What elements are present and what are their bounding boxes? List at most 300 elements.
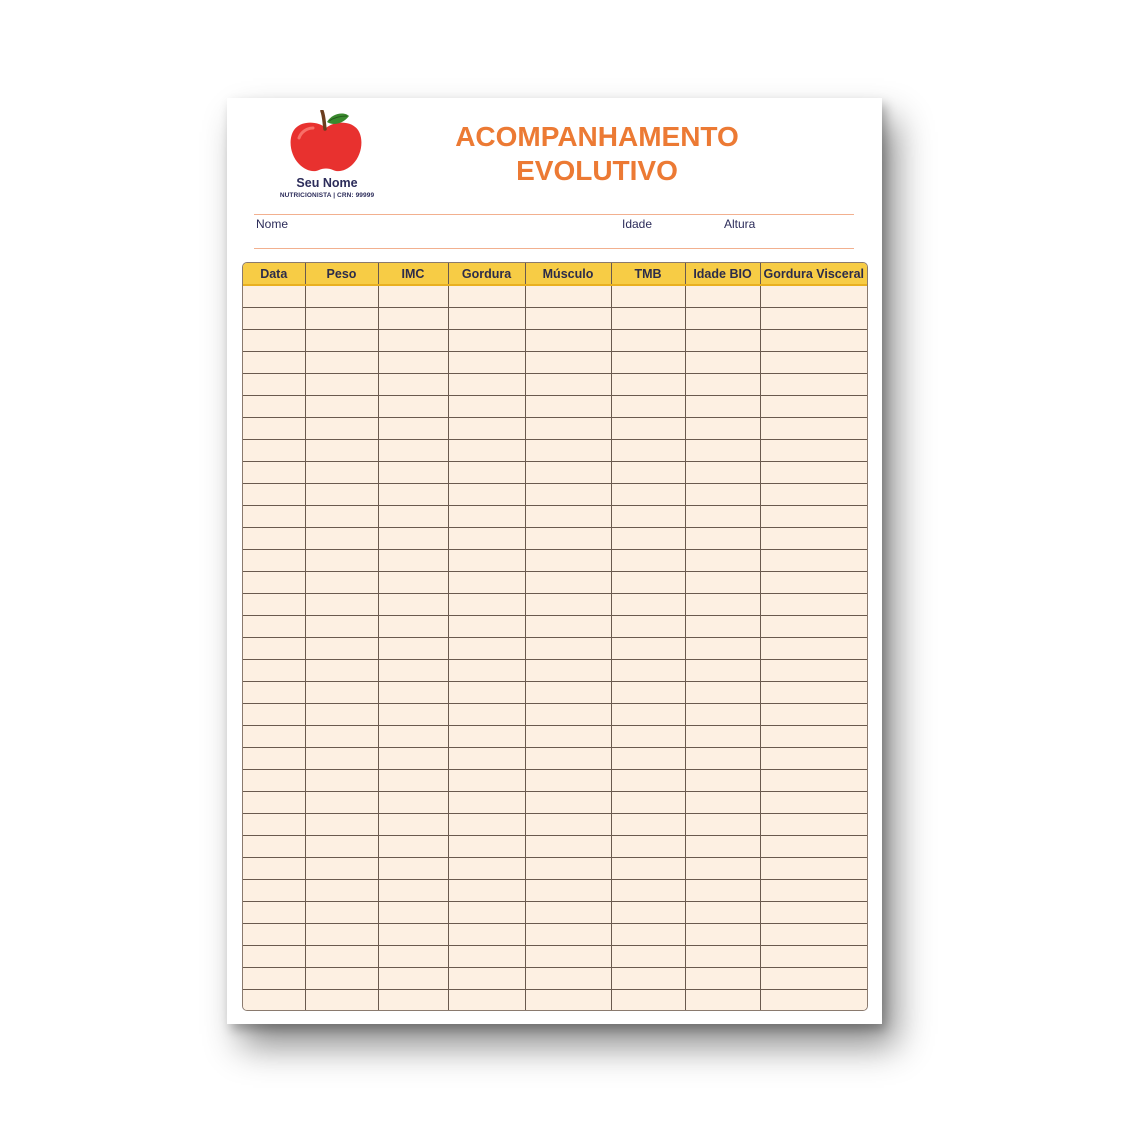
table-cell	[760, 352, 867, 374]
table-cell	[760, 704, 867, 726]
table-cell	[448, 352, 525, 374]
table-row	[243, 330, 867, 352]
table-cell	[525, 440, 611, 462]
table-cell	[448, 550, 525, 572]
table-cell	[243, 484, 305, 506]
table-cell	[243, 814, 305, 836]
table-cell	[525, 924, 611, 946]
field-label-nome: Nome	[256, 217, 289, 231]
col-header-musculo: Músculo	[525, 263, 611, 285]
table-cell	[685, 572, 760, 594]
table-cell	[305, 638, 378, 660]
table-cell	[760, 396, 867, 418]
table-cell	[448, 440, 525, 462]
table-cell	[448, 572, 525, 594]
table-cell	[305, 726, 378, 748]
table-cell	[378, 660, 448, 682]
table-row	[243, 968, 867, 990]
table-cell	[378, 836, 448, 858]
table-cell	[448, 792, 525, 814]
table-cell	[305, 528, 378, 550]
divider-top	[254, 214, 854, 215]
table-cell	[611, 572, 685, 594]
brand-name: Seu Nome	[296, 176, 358, 190]
table-cell	[448, 968, 525, 990]
table-row	[243, 814, 867, 836]
table-cell	[378, 440, 448, 462]
table-cell	[685, 946, 760, 968]
table-row	[243, 924, 867, 946]
table-cell	[760, 880, 867, 902]
table-cell	[448, 638, 525, 660]
table-row	[243, 418, 867, 440]
table-cell	[305, 506, 378, 528]
table-cell	[243, 638, 305, 660]
col-header-imc: IMC	[378, 263, 448, 285]
table-cell	[243, 792, 305, 814]
table-cell	[760, 638, 867, 660]
col-header-peso: Peso	[305, 263, 378, 285]
table-cell	[611, 880, 685, 902]
table-cell	[611, 594, 685, 616]
table-cell	[760, 726, 867, 748]
table-cell	[611, 396, 685, 418]
table-cell	[685, 704, 760, 726]
table-cell	[243, 968, 305, 990]
table-cell	[760, 792, 867, 814]
table-cell	[378, 594, 448, 616]
table-cell	[760, 990, 867, 1012]
table-cell	[760, 572, 867, 594]
table-cell	[611, 968, 685, 990]
table-cell	[525, 946, 611, 968]
table-cell	[525, 638, 611, 660]
table-row	[243, 836, 867, 858]
table-row	[243, 880, 867, 902]
table-cell	[611, 440, 685, 462]
table-cell	[760, 440, 867, 462]
table-cell	[378, 550, 448, 572]
table-row	[243, 550, 867, 572]
table-row	[243, 748, 867, 770]
table-cell	[760, 770, 867, 792]
table-cell	[243, 440, 305, 462]
table-cell	[378, 616, 448, 638]
table-cell	[378, 330, 448, 352]
table-cell	[685, 638, 760, 660]
table-cell	[611, 814, 685, 836]
table-cell	[378, 924, 448, 946]
table-cell	[685, 660, 760, 682]
table-row	[243, 902, 867, 924]
page-title	[435, 120, 759, 188]
table-row	[243, 462, 867, 484]
table-cell	[525, 484, 611, 506]
table-cell	[243, 660, 305, 682]
table-cell	[611, 462, 685, 484]
table-cell	[685, 440, 760, 462]
table-cell	[305, 660, 378, 682]
table-cell	[448, 528, 525, 550]
table-cell	[243, 946, 305, 968]
table-cell	[378, 374, 448, 396]
table-cell	[685, 792, 760, 814]
table-cell	[378, 858, 448, 880]
field-label-altura: Altura	[724, 217, 756, 231]
table-cell	[611, 550, 685, 572]
table-cell	[685, 308, 760, 330]
table-cell	[525, 418, 611, 440]
table-cell	[611, 616, 685, 638]
table-row	[243, 285, 867, 308]
table-cell	[760, 682, 867, 704]
table-cell	[611, 660, 685, 682]
table-row	[243, 440, 867, 462]
table-cell	[525, 858, 611, 880]
table-cell	[378, 726, 448, 748]
table-cell	[305, 308, 378, 330]
table-cell	[525, 396, 611, 418]
table-cell	[243, 285, 305, 308]
table-cell	[378, 770, 448, 792]
table-cell	[305, 418, 378, 440]
table-cell	[525, 594, 611, 616]
table-cell	[760, 814, 867, 836]
table-cell	[243, 616, 305, 638]
table-cell	[685, 506, 760, 528]
table-cell	[305, 946, 378, 968]
table-cell	[243, 418, 305, 440]
table-cell	[685, 462, 760, 484]
table-cell	[685, 902, 760, 924]
table-cell	[378, 748, 448, 770]
table-cell	[525, 770, 611, 792]
table-cell	[448, 836, 525, 858]
table-cell	[305, 924, 378, 946]
form-sheet	[227, 98, 882, 1024]
table-cell	[448, 946, 525, 968]
col-header-gordura-visceral: Gordura Visceral	[760, 263, 867, 285]
table-cell	[525, 726, 611, 748]
table-cell	[760, 836, 867, 858]
table-cell	[243, 924, 305, 946]
table-row	[243, 858, 867, 880]
table-body	[243, 285, 867, 1011]
table-cell	[305, 594, 378, 616]
table-cell	[448, 330, 525, 352]
table-cell	[378, 990, 448, 1012]
table-cell	[685, 418, 760, 440]
table-cell	[611, 704, 685, 726]
table-cell	[378, 704, 448, 726]
table-cell	[378, 352, 448, 374]
col-header-gordura: Gordura	[448, 263, 525, 285]
table-cell	[611, 374, 685, 396]
table-cell	[760, 285, 867, 308]
table-row	[243, 946, 867, 968]
table-cell	[378, 902, 448, 924]
table-cell	[525, 990, 611, 1012]
title-line-2: EVOLUTIVO	[516, 155, 678, 186]
table-cell	[685, 682, 760, 704]
table-row	[243, 660, 867, 682]
table-cell	[448, 814, 525, 836]
table-cell	[448, 682, 525, 704]
table-cell	[611, 528, 685, 550]
table-cell	[243, 330, 305, 352]
table-row	[243, 506, 867, 528]
table-row	[243, 990, 867, 1012]
table-cell	[611, 902, 685, 924]
table-cell	[243, 858, 305, 880]
table-cell	[760, 660, 867, 682]
table-cell	[378, 572, 448, 594]
brand-logo	[267, 108, 387, 204]
table-cell	[378, 484, 448, 506]
table-row	[243, 682, 867, 704]
table-cell	[243, 506, 305, 528]
table-cell	[378, 638, 448, 660]
table-cell	[760, 550, 867, 572]
table-row	[243, 572, 867, 594]
table-cell	[243, 990, 305, 1012]
table-cell	[305, 792, 378, 814]
table-cell	[525, 285, 611, 308]
table-cell	[525, 682, 611, 704]
table-row	[243, 594, 867, 616]
table-cell	[378, 880, 448, 902]
table-cell	[525, 572, 611, 594]
table-cell	[448, 484, 525, 506]
table-row	[243, 396, 867, 418]
table-row	[243, 528, 867, 550]
table-cell	[611, 990, 685, 1012]
table-cell	[448, 418, 525, 440]
table-cell	[448, 374, 525, 396]
table-cell	[525, 968, 611, 990]
table-cell	[378, 506, 448, 528]
table-cell	[525, 550, 611, 572]
table-cell	[448, 506, 525, 528]
table-cell	[378, 814, 448, 836]
table-cell	[378, 682, 448, 704]
table-row	[243, 374, 867, 396]
table-cell	[305, 968, 378, 990]
table-cell	[305, 902, 378, 924]
table-cell	[243, 396, 305, 418]
table-cell	[243, 528, 305, 550]
table-cell	[611, 352, 685, 374]
table-cell	[448, 924, 525, 946]
divider-fields	[254, 248, 854, 249]
table-cell	[243, 374, 305, 396]
brand-subtitle: NUTRICIONISTA | CRN: 99999	[279, 192, 375, 199]
table-cell	[448, 285, 525, 308]
table-cell	[378, 968, 448, 990]
table-cell	[760, 616, 867, 638]
table-cell	[305, 880, 378, 902]
table-cell	[611, 682, 685, 704]
table-cell	[685, 968, 760, 990]
table-cell	[305, 396, 378, 418]
table-cell	[305, 374, 378, 396]
table-cell	[525, 616, 611, 638]
col-header-data: Data	[243, 263, 305, 285]
table-cell	[611, 726, 685, 748]
evolution-table	[242, 262, 868, 1011]
table-cell	[611, 792, 685, 814]
table-cell	[305, 748, 378, 770]
table-cell	[685, 990, 760, 1012]
table-cell	[611, 638, 685, 660]
table-cell	[525, 352, 611, 374]
table-cell	[760, 484, 867, 506]
table-cell	[305, 484, 378, 506]
table-cell	[760, 506, 867, 528]
table-row	[243, 308, 867, 330]
col-header-idade-bio: Idade BIO	[685, 263, 760, 285]
table-cell	[243, 704, 305, 726]
field-label-idade: Idade	[622, 217, 653, 231]
table-cell	[378, 418, 448, 440]
table-cell	[525, 814, 611, 836]
table-cell	[305, 770, 378, 792]
table-cell	[305, 616, 378, 638]
table-cell	[243, 308, 305, 330]
table-cell	[525, 792, 611, 814]
table-cell	[243, 770, 305, 792]
table-cell	[305, 704, 378, 726]
table-cell	[760, 528, 867, 550]
table-cell	[305, 462, 378, 484]
table-cell	[525, 660, 611, 682]
table-cell	[611, 858, 685, 880]
table-row	[243, 638, 867, 660]
table-cell	[448, 770, 525, 792]
table-cell	[305, 285, 378, 308]
table-cell	[448, 396, 525, 418]
table-cell	[305, 990, 378, 1012]
table-cell	[305, 682, 378, 704]
table-cell	[305, 858, 378, 880]
table-cell	[378, 946, 448, 968]
table-cell	[611, 285, 685, 308]
table-cell	[760, 858, 867, 880]
table-row	[243, 726, 867, 748]
table-cell	[685, 484, 760, 506]
table-cell	[243, 462, 305, 484]
table-cell	[760, 462, 867, 484]
table-cell	[243, 352, 305, 374]
table-cell	[611, 506, 685, 528]
table-cell	[243, 880, 305, 902]
table-cell	[685, 880, 760, 902]
table-row	[243, 484, 867, 506]
table-cell	[525, 528, 611, 550]
table-cell	[685, 836, 760, 858]
table-cell	[243, 594, 305, 616]
table-cell	[378, 285, 448, 308]
table-cell	[611, 748, 685, 770]
table-cell	[685, 726, 760, 748]
table-cell	[448, 594, 525, 616]
table-row	[243, 770, 867, 792]
table-cell	[611, 308, 685, 330]
table-cell	[448, 902, 525, 924]
table-cell	[378, 462, 448, 484]
table-cell	[760, 418, 867, 440]
table-cell	[685, 285, 760, 308]
table-cell	[525, 462, 611, 484]
table-cell	[611, 924, 685, 946]
table-row	[243, 352, 867, 374]
table-cell	[448, 462, 525, 484]
table-cell	[448, 990, 525, 1012]
table-cell	[685, 352, 760, 374]
table-cell	[685, 616, 760, 638]
col-header-tmb: TMB	[611, 263, 685, 285]
table-cell	[448, 858, 525, 880]
table-cell	[305, 550, 378, 572]
table-cell	[611, 484, 685, 506]
table-cell	[378, 528, 448, 550]
table-cell	[378, 396, 448, 418]
table-cell	[243, 572, 305, 594]
table-cell	[243, 682, 305, 704]
table-cell	[525, 902, 611, 924]
table-cell	[525, 374, 611, 396]
table-cell	[448, 748, 525, 770]
table-cell	[611, 836, 685, 858]
table-cell	[305, 352, 378, 374]
table-cell	[525, 836, 611, 858]
table-cell	[685, 748, 760, 770]
table-cell	[760, 924, 867, 946]
table-row	[243, 704, 867, 726]
apple-icon	[287, 110, 365, 174]
table-cell	[243, 748, 305, 770]
table-cell	[760, 968, 867, 990]
table-cell	[243, 550, 305, 572]
table-cell	[611, 946, 685, 968]
table-cell	[525, 748, 611, 770]
table-cell	[611, 418, 685, 440]
table-cell	[305, 440, 378, 462]
table-cell	[448, 616, 525, 638]
table-cell	[685, 924, 760, 946]
table-cell	[378, 792, 448, 814]
table-cell	[685, 396, 760, 418]
table-row	[243, 792, 867, 814]
table-header-row	[243, 263, 867, 285]
table-cell	[685, 330, 760, 352]
table-cell	[685, 594, 760, 616]
table-cell	[525, 704, 611, 726]
table-cell	[685, 550, 760, 572]
table-cell	[760, 374, 867, 396]
table-cell	[685, 374, 760, 396]
table-cell	[685, 814, 760, 836]
table-cell	[305, 330, 378, 352]
table-cell	[448, 660, 525, 682]
table-row	[243, 616, 867, 638]
table-cell	[448, 726, 525, 748]
table-cell	[685, 528, 760, 550]
table-cell	[611, 330, 685, 352]
table-cell	[243, 836, 305, 858]
table-cell	[448, 704, 525, 726]
table-cell	[611, 770, 685, 792]
